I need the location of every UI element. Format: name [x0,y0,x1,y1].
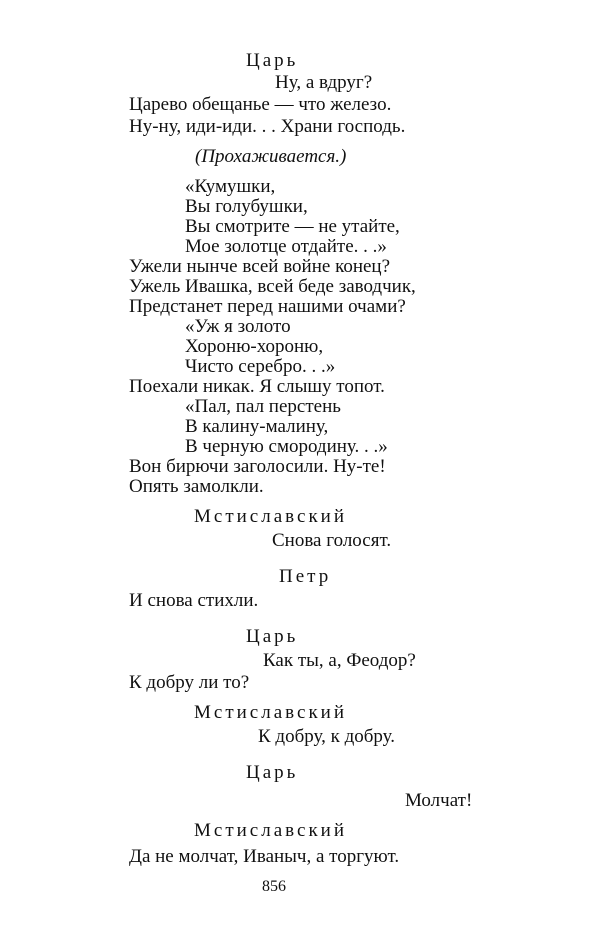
dialogue-line: Предстанет перед нашими очами? [129,296,406,317]
song-line: Вы голубушки, [185,196,308,217]
dialogue-line: Поехали никак. Я слышу топот. [129,376,385,397]
song-line: Хороню-хороню, [185,336,324,357]
speaker-name: Царь [246,762,299,783]
dialogue-line: Ну-ну, иди-иди. . . Храни господь. [129,116,406,137]
dialogue-line: Ужель Ивашка, всей беде заводчик, [129,276,416,297]
song-line: «Пал, пал перстень [185,396,341,417]
speaker-name: Петр [279,566,332,587]
dialogue-line: Царево обещанье — что железо. [129,94,392,115]
speaker-name: Царь [246,626,299,647]
song-line: «Кумушки, [185,176,276,197]
stage-direction: (Прохаживается.) [195,146,347,167]
dialogue-line: Вон бирючи заголосили. Ну-те! [129,456,386,477]
song-line: В калину-малину, [185,416,329,437]
dialogue-line: К добру, к добру. [258,726,396,747]
song-line: «Уж я золото [185,316,291,337]
song-line: Чисто серебро. . .» [185,356,336,377]
song-line: Вы смотрите — не утайте, [185,216,400,237]
speaker-name: Мстиславский [194,506,348,527]
page-number: 856 [262,878,286,895]
speaker-name: Царь [246,50,299,71]
dialogue-line: Ужели нынче всей войне конец? [129,256,391,277]
dialogue-line: Да не молчат, Иваныч, а торгуют. [129,846,400,867]
dialogue-line: Ну, а вдруг? [275,72,373,93]
speaker-name: Мстиславский [194,702,348,723]
song-line: Мое золотце отдайте. . .» [185,236,387,257]
dialogue-line: И снова стихли. [129,590,259,611]
song-line: В черную смородину. . .» [185,436,388,457]
dialogue-line: Как ты, а, Феодор? [263,650,416,671]
dialogue-line: К добру ли то? [129,672,250,693]
dialogue-line: Снова голосят. [272,530,392,551]
dialogue-line: Опять замолкли. [129,476,264,497]
speaker-name: Мстиславский [194,820,348,841]
dialogue-line: Молчат! [405,790,473,811]
